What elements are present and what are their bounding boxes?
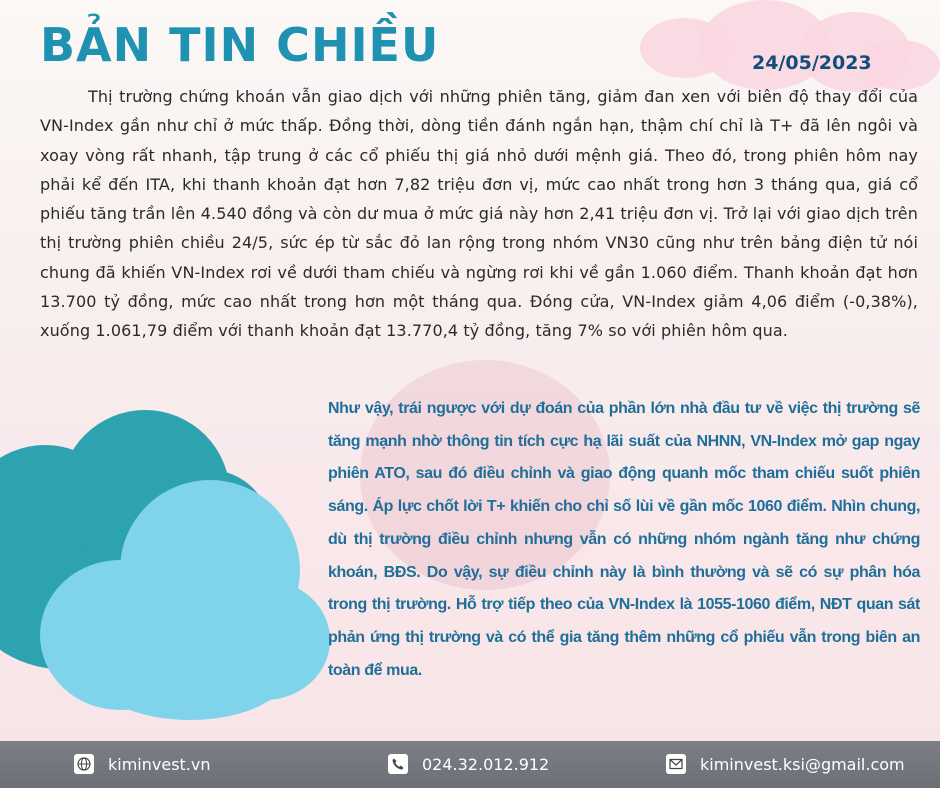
email-address[interactable]: kiminvest.ksi@gmail.com [700,754,905,774]
market-outlook-paragraph: Như vậy, trái ngược với dự đoán của phần lớn nhà đầu tư về việc thị trường sẽ tăng mạnh nhờ thông tin tích cực hạ lãi suất của NHNN, VN-Index mở gap ngay phiên ATO, sau đó điều chỉnh và giao động quanh mốc tham chiếu suốt phiên sáng. Áp lực chốt lời T+ khiến cho chỉ số lùi về gần mốc 1060 điểm. Nhìn chung, dù thị trường điều chỉnh nhưng vẫn có những nhóm ngành tăng như chứng khoán, BĐS. Do vậy, sự điều chỉnh này là bình thường và sẽ có sự phân hóa trong thị trường. Hỗ trợ tiếp theo của VN-Index là 1055-1060 điểm, NĐT quan sát phản ứng thị trường và có thể gia tăng thêm những cổ phiếu vẫn trong biên an toàn để mua. [328,400,920,679]
website-link[interactable]: kiminvest.vn [108,754,211,774]
market-summary-paragraph: Thị trường chứng khoán vẫn giao dịch với những phiên tăng, giảm đan xen với biên độ thay đổi của VN-Index gần như chỉ ở mức thấp. Đồng thời, dòng tiền đánh ngắn hạn, thậm chí chỉ là T+ đã lên ngôi và xoay vòng rất nhanh, tập trung ở các cổ phiếu thị giá nhỏ dưới mệnh giá. Theo đó, trong phiên hôm nay phải kể đến ITA, khi thanh khoản đạt hơn 7,82 triệu đơn vị, mức cao nhất trong hơn 3 tháng qua, giá cổ phiếu tăng trần lên 4.540 đồng và còn dư mua ở mức giá này hơn 2,41 triệu đơn vị. Trở lại với giao dịch trên thị trường phiên chiều 24/5, sức ép từ sắc đỏ lan rộng trong nhóm VN30 cũng như trên bảng điện tử nói chung đã khiến VN-Index rơi về dưới tham chiếu và ngừng rơi khi về gần 1.060 điểm. Thanh khoản đạt hơn 13.700 tỷ đồng, mức cao nhất trong hơn một tháng qua. Đóng cửa, VN-Index giảm 4,06 điểm (-0,38%), xuống 1.061,79 điểm với thanh khoản đạt 13.770,4 tỷ đồng, tăng 7% so với phiên hôm qua. [40,87,918,341]
footer-website[interactable] [74,754,211,774]
phone-number[interactable]: 024.32.012.912 [422,754,550,774]
report-date: 24/05/2023 [752,52,872,74]
page-title: BẢN TIN CHIỀU [40,18,440,72]
footer-email[interactable] [666,754,905,774]
phone-icon [388,754,408,774]
footer-phone[interactable] [388,754,549,774]
mail-icon [666,754,686,774]
globe-icon [74,754,94,774]
contact-footer [0,741,940,788]
